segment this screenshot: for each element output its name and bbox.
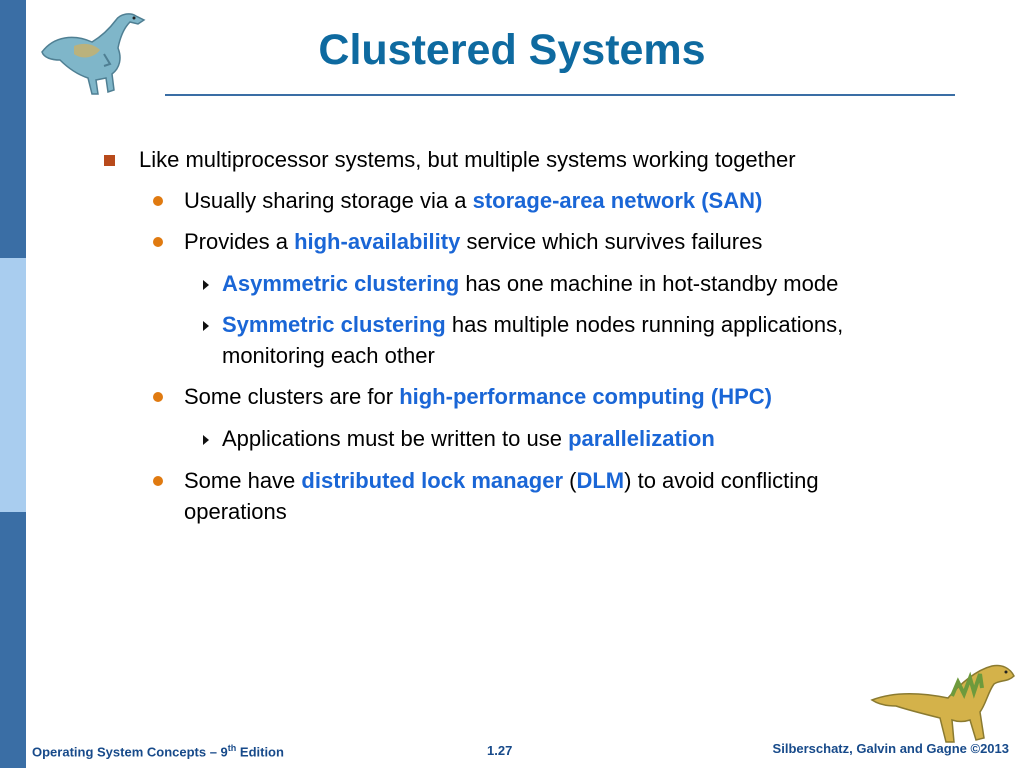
bullet-text-segment: ) to avoid conflicting <box>624 468 819 493</box>
bullet-text-segment: has multiple nodes running applications, <box>445 312 844 337</box>
bullet-text-segment: service which survives failures <box>460 229 763 254</box>
bullet-text-segment: Like multiprocessor systems, but multiple systems working together <box>139 147 796 172</box>
highlight-term: high-availability <box>294 229 461 254</box>
bullet-text-continuation <box>184 497 287 527</box>
footer-superscript: th <box>227 743 237 753</box>
bullet-text <box>184 466 819 496</box>
bullet-text-continuation <box>222 341 435 371</box>
arrow-bullet-icon <box>203 280 209 290</box>
highlight-term: storage-area network (SAN) <box>472 188 763 213</box>
bullet-text <box>184 227 762 257</box>
arrow-bullet-icon <box>203 435 209 445</box>
bullet-text <box>222 269 838 299</box>
bullet-text-segment: monitoring each other <box>222 343 435 368</box>
slide-title: Clustered Systems <box>318 26 706 74</box>
footer-text: Edition <box>236 744 284 760</box>
bullet-text-segment: Some have <box>184 468 302 493</box>
square-bullet-icon <box>104 155 115 166</box>
slide-number: 1.27 <box>487 743 513 758</box>
bullet-text <box>222 310 843 340</box>
bullet-text <box>139 145 796 175</box>
bullet-text-segment: Some clusters are for <box>184 384 400 409</box>
dot-bullet-icon <box>153 196 163 206</box>
slide-footer <box>0 732 1024 768</box>
bullet-text-segment: operations <box>184 499 287 524</box>
dot-bullet-icon <box>153 237 163 247</box>
footer-book-title <box>32 743 284 759</box>
bullet-text-segment: ( <box>563 468 577 493</box>
highlight-term: high-performance computing (HPC) <box>399 384 772 409</box>
bullet-text-segment: Provides a <box>184 229 295 254</box>
bullet-text-segment: has one machine in hot-standby mode <box>459 271 839 296</box>
dot-bullet-icon <box>153 392 163 402</box>
highlight-term: Symmetric clustering <box>222 312 446 337</box>
footer-text: Operating System Concepts – 9 <box>32 744 228 760</box>
bullet-text <box>222 424 715 454</box>
bullet-text-segment: Applications must be written to use <box>222 426 569 451</box>
highlight-term: distributed lock manager <box>301 468 564 493</box>
arrow-bullet-icon <box>203 321 209 331</box>
highlight-term: parallelization <box>568 426 715 451</box>
dot-bullet-icon <box>153 476 163 486</box>
bullet-text <box>184 382 772 412</box>
highlight-term: DLM <box>576 468 625 493</box>
footer-authors: Silberschatz, Galvin and Gagne ©2013 <box>772 741 1009 756</box>
bullet-text <box>184 186 762 216</box>
highlight-term: Asymmetric clustering <box>222 271 460 296</box>
bullet-text-segment: Usually sharing storage via a <box>184 188 473 213</box>
